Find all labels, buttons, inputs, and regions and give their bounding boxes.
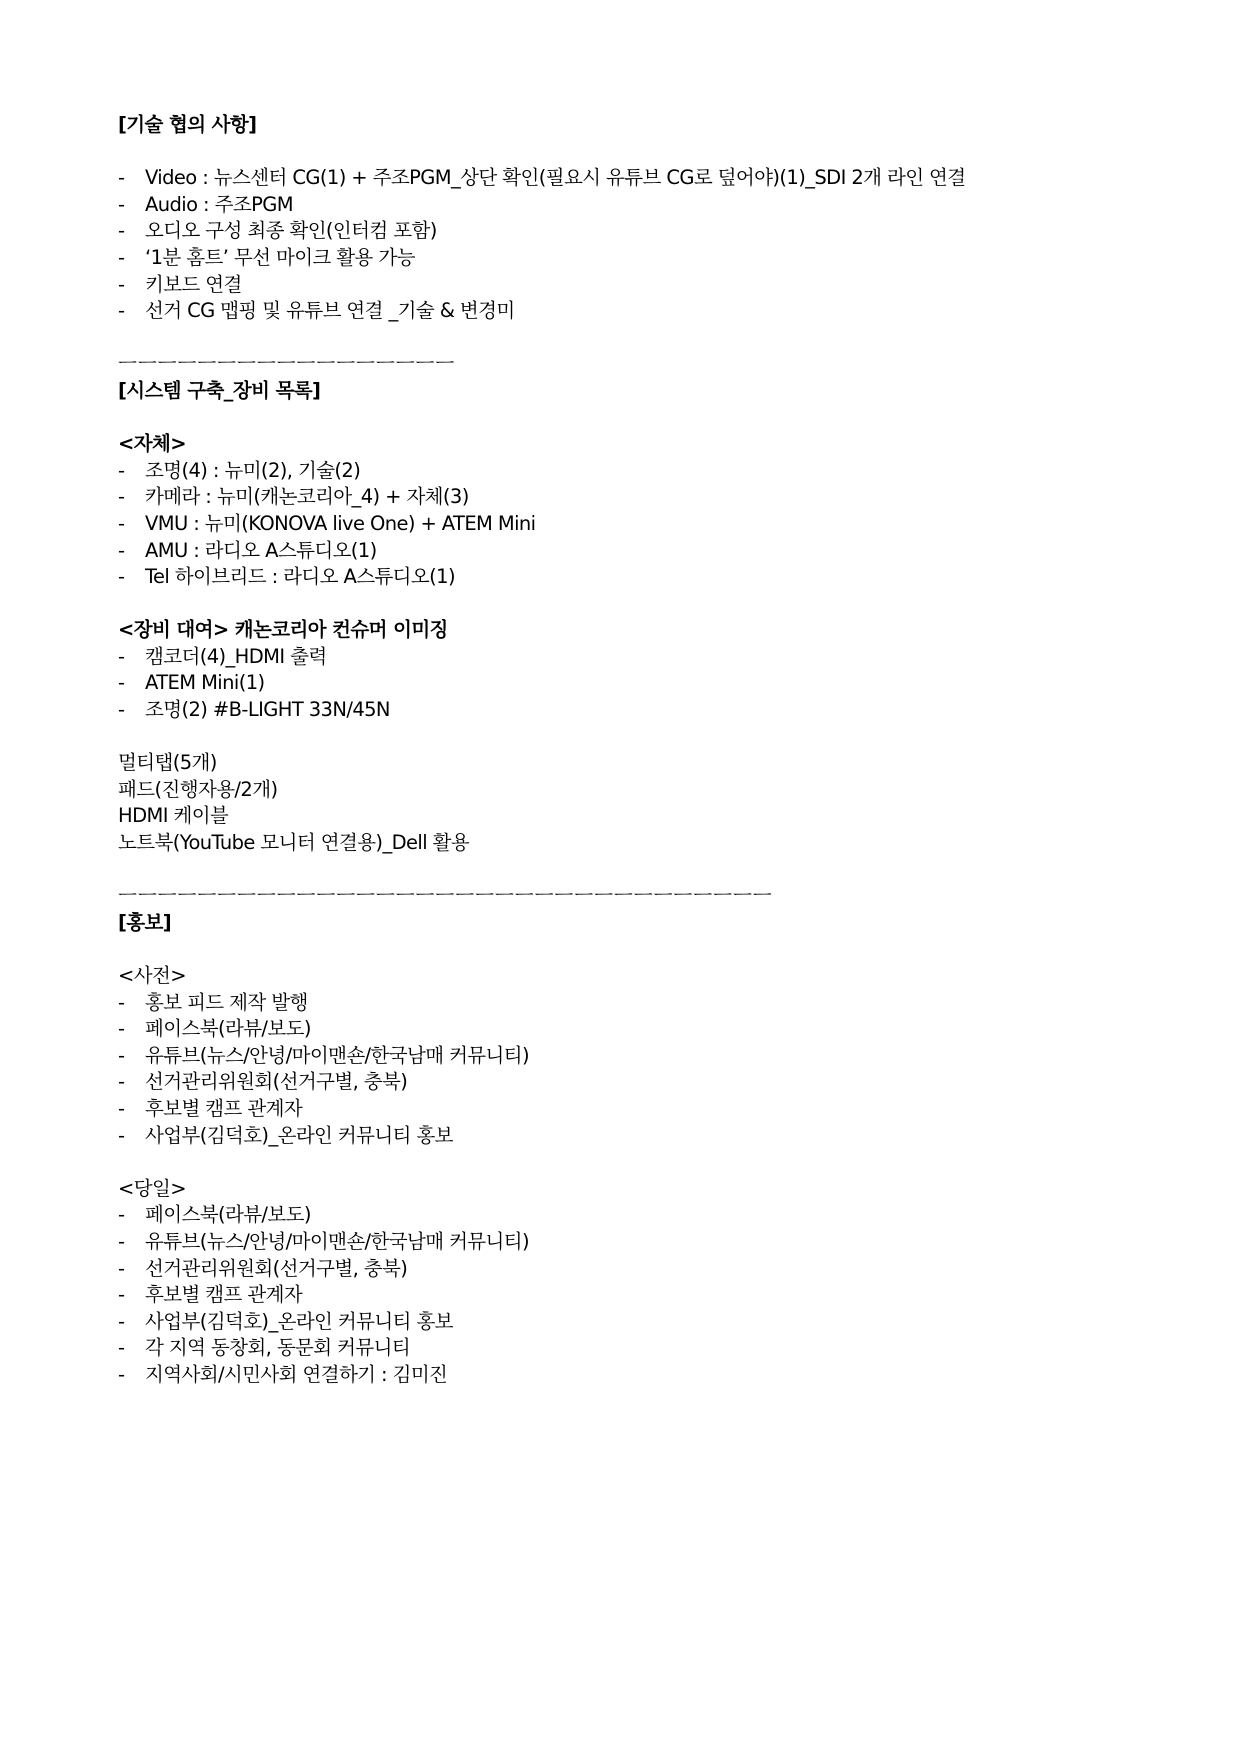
dash-bullet: -	[118, 1256, 125, 1280]
list-item: - 조명(2) #B-LIGHT 33N/45N	[118, 697, 1118, 724]
list-item: - 선거관리위원회(선거구별, 충북)	[118, 1069, 1118, 1096]
rental-equipment-list	[118, 644, 1118, 724]
dash-bullet: -	[118, 1203, 125, 1227]
dash-bullet: -	[118, 565, 125, 589]
dash-bullet: -	[118, 1336, 125, 1360]
tech-heading: [기술 협의 사항]	[118, 113, 257, 136]
list-item: 패드(진행자용/2개)	[118, 777, 278, 801]
spacer	[118, 1149, 1118, 1176]
dash-bullet: -	[118, 1043, 125, 1067]
spacer	[118, 405, 1118, 432]
own-equipment-list	[118, 458, 1118, 591]
list-item: - 오디오 구성 최종 확인(인터컴 포함)	[118, 218, 1118, 245]
dash-bullet: -	[118, 245, 125, 269]
dash-bullet: -	[118, 1096, 125, 1120]
spacer	[118, 591, 1118, 618]
list-item: - ‘1분 홈트’ 무선 마이크 활용 가능	[118, 245, 1118, 272]
list-item: - Audio : 주조PGM	[118, 192, 1118, 219]
list-item: - 키보드 연결	[118, 272, 1118, 299]
spacer	[118, 936, 1118, 963]
promo-day-list	[118, 1202, 1118, 1388]
promo-before-heading: <사전>	[118, 964, 186, 987]
dash-bullet: -	[118, 1309, 125, 1333]
dash-bullet: -	[118, 485, 125, 509]
dash-bullet: -	[118, 458, 125, 482]
list-item: - 사업부(김덕호)_온라인 커뮤니티 홍보	[118, 1123, 1118, 1150]
list-item: - ATEM Mini(1)	[118, 670, 1118, 697]
dash-bullet: -	[118, 1123, 125, 1147]
tech-list	[118, 165, 1118, 325]
spacer	[118, 857, 1118, 884]
dash-bullet: -	[118, 644, 125, 668]
list-item: - 페이스북(라뷰/보도)	[118, 1016, 1118, 1043]
dash-bullet: -	[118, 219, 125, 243]
dash-bullet: -	[118, 1229, 125, 1253]
dash-bullet: -	[118, 671, 125, 695]
list-item: - 각 지역 동창회, 동문회 커뮤니티	[118, 1335, 1118, 1362]
list-item: - 카메라 : 뉴미(캐논코리아_4) + 자체(3)	[118, 484, 1118, 511]
separator-line: ㅡㅡㅡㅡㅡㅡㅡㅡㅡㅡㅡㅡㅡㅡㅡㅡㅡ	[118, 352, 456, 376]
system-heading: [시스템 구축_장비 목록]	[118, 378, 321, 402]
list-item: HDMI 케이블	[118, 804, 229, 828]
list-item: - 선거관리위원회(선거구별, 충북)	[118, 1256, 1118, 1283]
own-equipment-heading: <자체>	[118, 432, 186, 456]
list-item: - 캠코더(4)_HDMI 출력	[118, 644, 1118, 671]
list-item: - Video : 뉴스센터 CG(1) + 주조PGM_상단 확인(필요시 유튜브 CG로 덮어야)(1)_SDI 2개 라인 연결	[118, 165, 1118, 192]
separator-line: ㅡㅡㅡㅡㅡㅡㅡㅡㅡㅡㅡㅡㅡㅡㅡㅡㅡㅡㅡㅡㅡㅡㅡㅡㅡㅡㅡㅡㅡㅡㅡㅡㅡ	[118, 884, 773, 908]
extra-equipment-list	[118, 750, 1118, 856]
list-item: - AMU : 라디오 A스튜디오(1)	[118, 538, 1118, 565]
list-item: - 유튜브(뉴스/안녕/마이맨숀/한국남매 커뮤니티)	[118, 1229, 1118, 1256]
spacer	[118, 139, 1118, 166]
list-item: - VMU : 뉴미(KONOVA live One) + ATEM Mini	[118, 511, 1118, 538]
spacer	[118, 325, 1118, 352]
dash-bullet: -	[118, 1017, 125, 1041]
promo-before-list	[118, 990, 1118, 1150]
dash-bullet: -	[118, 990, 125, 1014]
promo-day-heading: <당일>	[118, 1176, 186, 1200]
list-item: 노트북(YouTube 모니터 연결용)_Dell 활용	[118, 831, 470, 855]
list-item: - 유튜브(뉴스/안녕/마이맨숀/한국남매 커뮤니티)	[118, 1043, 1118, 1070]
rental-equipment-heading: <장비 대여> 캐논코리아 컨슈머 이미징	[118, 618, 448, 642]
dash-bullet: -	[118, 1070, 125, 1094]
list-item: - 후보별 캠프 관계자	[118, 1096, 1118, 1123]
list-item: - 홍보 피드 제작 발행	[118, 990, 1118, 1017]
list-item: - 페이스북(라뷰/보도)	[118, 1202, 1118, 1229]
dash-bullet: -	[118, 538, 125, 562]
list-item: - Tel 하이브리드 : 라디오 A스튜디오(1)	[118, 564, 1118, 591]
dash-bullet: -	[118, 698, 125, 722]
list-item: - 조명(4) : 뉴미(2), 기술(2)	[118, 458, 1118, 485]
list-item: - 선거 CG 맵핑 및 유튜브 연결 _기술 & 변경미	[118, 298, 1118, 325]
dash-bullet: -	[118, 272, 125, 296]
dash-bullet: -	[118, 166, 125, 190]
promo-heading: [홍보]	[118, 910, 172, 934]
spacer	[118, 724, 1118, 751]
dash-bullet: -	[118, 299, 125, 323]
dash-bullet: -	[118, 192, 125, 216]
list-item: 멀티탭(5개)	[118, 751, 217, 775]
list-item: - 사업부(김덕호)_온라인 커뮤니티 홍보	[118, 1309, 1118, 1336]
list-item: - 지역사회/시민사회 연결하기 : 김미진	[118, 1362, 1118, 1389]
list-item: - 후보별 캠프 관계자	[118, 1282, 1118, 1309]
document-page	[118, 112, 1118, 1389]
dash-bullet: -	[118, 1283, 125, 1307]
dash-bullet: -	[118, 511, 125, 535]
dash-bullet: -	[118, 1362, 125, 1386]
